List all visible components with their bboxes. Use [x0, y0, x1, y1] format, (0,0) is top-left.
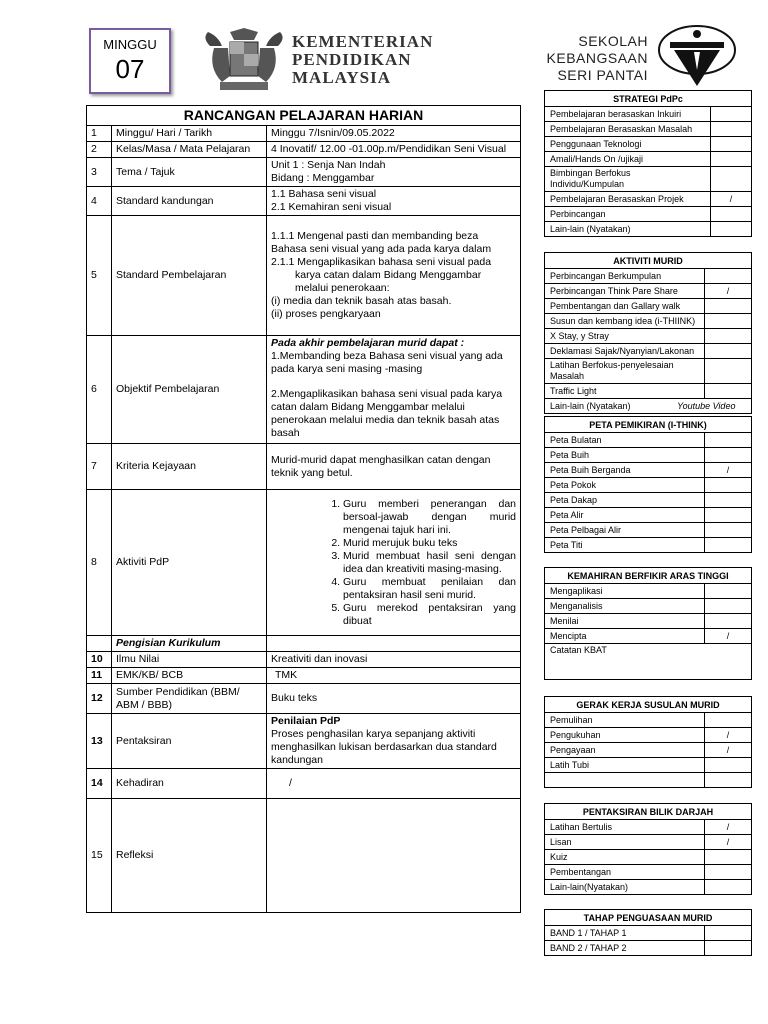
- assessment-text: Proses penghasilan karya sepanjang aktiviti menghasilkan lukisan berdasarkan dua standard kandungan: [271, 728, 497, 766]
- list-item: Lain-lain(Nyatakan): [545, 880, 752, 895]
- row-number: 14: [87, 769, 112, 799]
- hots-note[interactable]: Catatan KBAT: [545, 644, 752, 680]
- list-item: [545, 644, 752, 680]
- row-label: Minggu/ Hari / Tarikh: [112, 126, 267, 142]
- table-row: [87, 636, 521, 652]
- row-label: Tema / Tajuk: [112, 158, 267, 187]
- ministry-crest-logo: [200, 28, 288, 94]
- mark-cell[interactable]: [705, 508, 752, 523]
- list-item: Pengayaan /: [545, 743, 752, 758]
- list-item: Deklamasi Sajak/Nyanyian/Lakonan: [545, 344, 752, 359]
- mark-cell[interactable]: /: [705, 284, 752, 299]
- mark-cell[interactable]: [705, 865, 752, 880]
- list-item: Peta Pelbagai Alir: [545, 523, 752, 538]
- mark-cell[interactable]: [711, 137, 752, 152]
- sp-line: karya catan dalam Bidang Menggambar: [295, 269, 482, 281]
- row-value: Kreativiti dan inovasi: [267, 652, 521, 668]
- list-item: Pembelajaran berasaskan Inkuiri: [545, 107, 752, 122]
- mark-cell[interactable]: [705, 850, 752, 865]
- list-item: Pembelajaran Berasaskan Projek /: [545, 192, 752, 207]
- school-name: [528, 33, 648, 84]
- list-item: 2. Murid merujuk buku teks: [343, 537, 516, 550]
- row-value: TMK: [267, 668, 521, 684]
- sp-line: (ii) proses pengkaryaan: [271, 308, 381, 320]
- mark-cell[interactable]: /: [705, 629, 752, 644]
- mark-cell[interactable]: [705, 269, 752, 284]
- objective-intro: Pada akhir pembelajaran murid dapat :: [271, 337, 465, 349]
- objective-2: 2.Mengaplikasikan bahasa seni visual pada karya catan dalam Bidang Menggambar melalui penerokaan melalui media dan teknik basah atas basah: [271, 388, 503, 439]
- school-line-2: KEBANGSAAN: [546, 50, 648, 66]
- list-item: Peta Dakap: [545, 493, 752, 508]
- mark-cell[interactable]: [705, 880, 752, 895]
- row-label: Ilmu Nilai: [112, 652, 267, 668]
- row-value: [267, 158, 521, 187]
- school-logo: [656, 24, 738, 90]
- list-item: Traffic Light: [545, 384, 752, 399]
- table-row: [87, 668, 521, 684]
- row-number: 15: [87, 799, 112, 913]
- list-item: 3. Murid membuat hasil seni dengan idea dan kreativiti masing-masing.: [343, 550, 516, 576]
- school-line-3: SERI PANTAI: [557, 67, 648, 83]
- mark-cell[interactable]: [705, 713, 752, 728]
- row-number: 7: [87, 444, 112, 490]
- table-row: [87, 187, 521, 216]
- row-label: Refleksi: [112, 799, 267, 913]
- sp-line: melalui penerokaan:: [295, 282, 390, 294]
- row-value: [267, 187, 521, 216]
- row-label: Pentaksiran: [112, 714, 267, 769]
- mastery-level-title: TAHAP PENGUASAAN MURID: [545, 910, 752, 926]
- list-item: Penggunaan Teknologi: [545, 137, 752, 152]
- mark-cell[interactable]: [705, 314, 752, 329]
- row-number: 5: [87, 216, 112, 336]
- list-item: 1. Guru memberi penerangan dan bersoal-jawab dengan murid mengenai tajuk hari ini.: [343, 498, 516, 537]
- list-item: Peta Pokok: [545, 478, 752, 493]
- list-item: Peta Buih Berganda /: [545, 463, 752, 478]
- list-item: Menganalisis: [545, 599, 752, 614]
- row-value: [267, 490, 521, 636]
- follow-up-table: [544, 696, 752, 788]
- hots-table: [544, 567, 752, 680]
- mark-cell[interactable]: /: [705, 820, 752, 835]
- lesson-plan-title: RANCANGAN PELAJARAN HARIAN: [87, 106, 521, 126]
- table-row: [87, 714, 521, 769]
- theme-line: Unit 1 : Senja Nan Indah: [271, 159, 386, 171]
- ministry-name: [292, 33, 433, 87]
- list-item: [545, 773, 752, 788]
- row-number: 1: [87, 126, 112, 142]
- list-item: Kuiz: [545, 850, 752, 865]
- list-item: Pengukuhan /: [545, 728, 752, 743]
- list-item: Peta Alir: [545, 508, 752, 523]
- list-item: Perbincangan Berkumpulan: [545, 269, 752, 284]
- mark-cell[interactable]: [705, 584, 752, 599]
- mark-cell[interactable]: [711, 222, 752, 237]
- row-label: Objektif Pembelajaran: [112, 336, 267, 444]
- row-number: 3: [87, 158, 112, 187]
- row-value: Buku teks: [267, 684, 521, 714]
- row-number: 10: [87, 652, 112, 668]
- table-row: [87, 158, 521, 187]
- mark-cell[interactable]: [705, 448, 752, 463]
- table-row: [87, 799, 521, 913]
- list-item: Perbincangan Think Pare Share /: [545, 284, 752, 299]
- mark-cell[interactable]: [705, 384, 752, 399]
- hots-title: KEMAHIRAN BERFIKIR ARAS TINGGI: [545, 568, 752, 584]
- list-item: Lain-lain (Nyatakan): [545, 222, 752, 237]
- sp-line: Bahasa seni visual yang ada pada karya dalam: [271, 243, 492, 255]
- week-number: 07: [115, 54, 145, 84]
- list-item: Lain-lain (Nyatakan) Youtube Video: [545, 399, 752, 414]
- thinking-map-table: [544, 416, 752, 553]
- list-item: Peta Buih: [545, 448, 752, 463]
- thinking-map-title: PETA PEMIKIRAN (I-THINK): [545, 417, 752, 433]
- reflection-field[interactable]: [267, 799, 521, 913]
- row-label: EMK/KB/ BCB: [112, 668, 267, 684]
- row-value: [267, 714, 521, 769]
- table-row: [87, 336, 521, 444]
- list-item: Pemulihan: [545, 713, 752, 728]
- mark-cell[interactable]: [705, 758, 752, 773]
- mark-cell[interactable]: [705, 478, 752, 493]
- table-row: [87, 444, 521, 490]
- mark-cell[interactable]: /: [705, 728, 752, 743]
- list-item: Latihan Bertulis /: [545, 820, 752, 835]
- sp-line: (i) media dan teknik basah atas basah.: [271, 295, 452, 307]
- row-label: Standard kandungan: [112, 187, 267, 216]
- activity-title: AKTIVITI MURID: [545, 253, 752, 269]
- mark-cell[interactable]: [711, 107, 752, 122]
- list-item: Susun dan kembang idea (i-THIINK): [545, 314, 752, 329]
- week-box: [89, 28, 171, 94]
- list-item: Pembelajaran Berasaskan Masalah: [545, 122, 752, 137]
- row-value: 4 Inovatif/ 12.00 -01.00p.m/Pendidikan Seni Visual: [267, 142, 521, 158]
- mark-cell[interactable]: [705, 493, 752, 508]
- list-item: Perbincangan: [545, 207, 752, 222]
- mark-cell[interactable]: [705, 359, 752, 384]
- classroom-assessment-table: [544, 803, 752, 895]
- row-label: Sumber Pendidikan (BBM/ ABM / BBB): [112, 684, 267, 714]
- mark-cell[interactable]: [705, 941, 752, 956]
- list-item: Lisan /: [545, 835, 752, 850]
- table-row: [87, 216, 521, 336]
- row-value: [267, 216, 521, 336]
- mark-cell[interactable]: [705, 614, 752, 629]
- standard-line: 2.1 Kemahiran seni visual: [271, 201, 392, 213]
- list-item: Amali/Hands On /ujikaji: [545, 152, 752, 167]
- mark-cell[interactable]: /: [705, 835, 752, 850]
- list-item: Bimbingan Berfokus Individu/Kumpulan: [545, 167, 752, 192]
- mark-cell[interactable]: /: [711, 192, 752, 207]
- mark-cell[interactable]: [705, 523, 752, 538]
- list-item: Peta Bulatan: [545, 433, 752, 448]
- mark-cell[interactable]: [705, 926, 752, 941]
- list-item: Mengaplikasi: [545, 584, 752, 599]
- ministry-line-1: KEMENTERIAN: [292, 32, 434, 51]
- list-item: Pembentangan dan Gallary walk: [545, 299, 752, 314]
- mark-cell[interactable]: /: [705, 463, 752, 478]
- row-value: Murid-murid dapat menghasilkan catan dengan teknik yang betul.: [267, 444, 521, 490]
- mark-cell[interactable]: [705, 299, 752, 314]
- standard-line: 1.1 Bahasa seni visual: [271, 188, 377, 200]
- row-number: 6: [87, 336, 112, 444]
- student-activity-table: [544, 252, 752, 414]
- mark-cell[interactable]: [705, 599, 752, 614]
- mark-cell[interactable]: [711, 122, 752, 137]
- row-label: Aktiviti PdP: [112, 490, 267, 636]
- lesson-plan-table: [86, 105, 521, 913]
- table-row: [87, 126, 521, 142]
- strategy-title: STRATEGI PdPc: [545, 91, 752, 107]
- activity-list: [271, 498, 516, 628]
- curriculum-heading: Pengisian Kurikulum: [112, 636, 267, 652]
- list-item: Menilai: [545, 614, 752, 629]
- row-value: Minggu 7/Isnin/09.05.2022: [267, 126, 521, 142]
- row-value: /: [267, 769, 521, 799]
- row-label: Kehadiran: [112, 769, 267, 799]
- table-row: [87, 684, 521, 714]
- sp-line: 2.1.1 Mengaplikasikan bahasa seni visual pada: [271, 256, 492, 268]
- list-item: Mencipta /: [545, 629, 752, 644]
- row-number: 11: [87, 668, 112, 684]
- list-item: 4. Guru membuat penilaian dan pentaksiran hasil seni murid.: [343, 576, 516, 602]
- mark-cell[interactable]: [705, 329, 752, 344]
- ministry-line-2: PENDIDIKAN: [292, 50, 412, 69]
- objective-1: 1.Membanding beza Bahasa seni visual yang ada pada karya seni masing -masing: [271, 350, 503, 375]
- mark-cell[interactable]: [711, 167, 752, 192]
- list-item: X Stay, y Stray: [545, 329, 752, 344]
- school-line-1: SEKOLAH: [578, 33, 648, 49]
- mark-cell[interactable]: [705, 773, 752, 788]
- row-number: 4: [87, 187, 112, 216]
- row-label: Kelas/Masa / Mata Pelajaran: [112, 142, 267, 158]
- sp-line: 1.1.1 Mengenal pasti dan membanding beza: [271, 230, 479, 242]
- classroom-assessment-title: PENTAKSIRAN BILIK DARJAH: [545, 804, 752, 820]
- mark-cell[interactable]: /: [705, 743, 752, 758]
- row-number: 2: [87, 142, 112, 158]
- list-item: 5. Guru merekod pentaksiran yang dibuat: [343, 602, 516, 628]
- row-label: Kriteria Kejayaan: [112, 444, 267, 490]
- week-label: MINGGU: [103, 37, 157, 52]
- list-item: BAND 1 / TAHAP 1: [545, 926, 752, 941]
- row-label: Standard Pembelajaran: [112, 216, 267, 336]
- field-line: Bidang : Menggambar: [271, 172, 375, 184]
- list-item: Latihan Berfokus-penyelesaian Masalah: [545, 359, 752, 384]
- row-number: 13: [87, 714, 112, 769]
- mark-cell[interactable]: [705, 433, 752, 448]
- table-row: [87, 769, 521, 799]
- list-item: Latih Tubi: [545, 758, 752, 773]
- strategy-table: [544, 90, 752, 237]
- row-value: [267, 336, 521, 444]
- list-item: Pembentangan: [545, 865, 752, 880]
- other-note: Youtube Video: [677, 400, 736, 411]
- ministry-line-3: MALAYSIA: [292, 68, 392, 87]
- mark-cell[interactable]: [705, 538, 752, 553]
- table-row: [87, 490, 521, 636]
- row-number: 8: [87, 490, 112, 636]
- mark-cell[interactable]: [711, 207, 752, 222]
- row-number: 12: [87, 684, 112, 714]
- mastery-level-table: [544, 909, 752, 956]
- table-row: [87, 142, 521, 158]
- assessment-heading: Penilaian PdP: [271, 715, 341, 727]
- table-row: [87, 652, 521, 668]
- list-item: Peta Titi: [545, 538, 752, 553]
- list-item: BAND 2 / TAHAP 2: [545, 941, 752, 956]
- follow-up-title: GERAK KERJA SUSULAN MURID: [545, 697, 752, 713]
- mark-cell[interactable]: [705, 344, 752, 359]
- mark-cell[interactable]: [711, 152, 752, 167]
